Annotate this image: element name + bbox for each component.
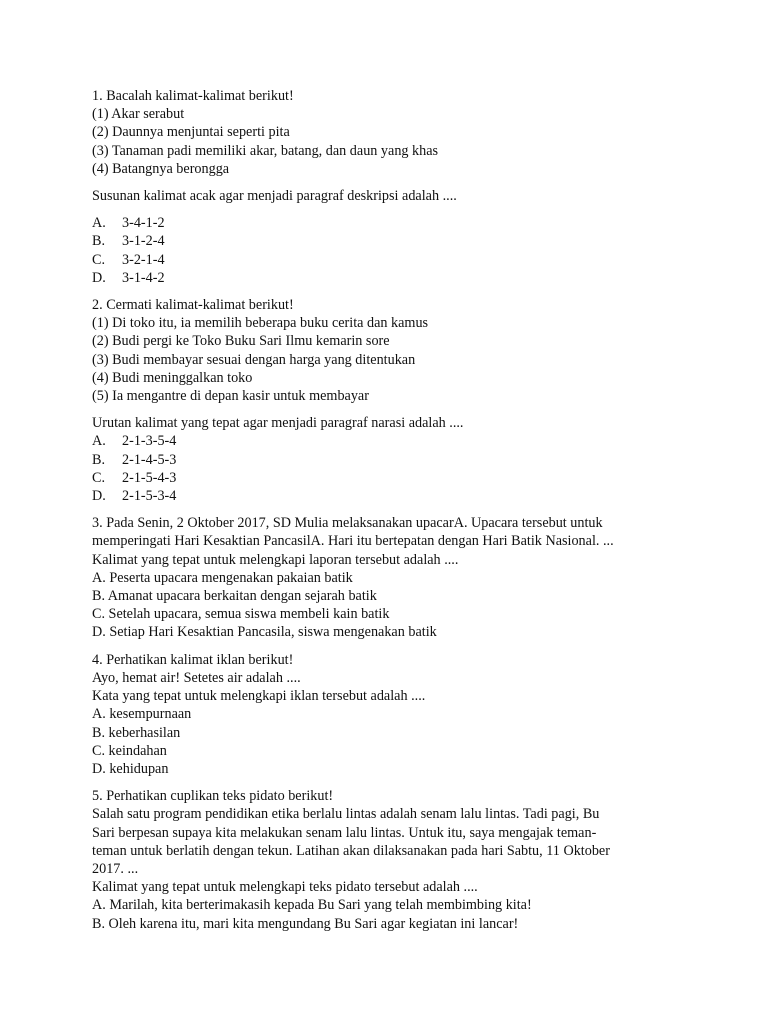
question-1-intro: 1. Bacalah kalimat-kalimat berikut! [92, 88, 294, 104]
question-4-option-b: B. keberhasilan [92, 724, 181, 741]
question-3-option-d: D. Setiap Hari Kesaktian Pancasila, siswa mengenakan batik [92, 624, 437, 641]
question-3-option-a: A. Peserta upacara mengenakan pakaian batik [92, 569, 353, 586]
question-1-sentence: (4) Batangnya berongga [92, 160, 230, 177]
question-3-option-c: C. Setelah upacara, semua siswa membeli kain batik [92, 606, 390, 623]
question-4-intro: 4. Perhatikan kalimat iklan berikut! [92, 651, 294, 668]
question-5-text: teman untuk berlatih dengan tekun. Latihan akan dilaksanakan pada hari Sabtu, 11 Oktober [92, 842, 610, 859]
question-4-text: Ayo, hemat air! Setetes air adalah .... [92, 669, 301, 686]
question-2-option-c: C. 2-1-5-4-3 [92, 469, 177, 486]
question-5-text: Salah satu program pendidikan etika berlalu lintas adalah senam lalu lintas. Tadi pagi, Bu [92, 806, 600, 823]
question-5-option-b: B. Oleh karena itu, mari kita mengundang Bu Sari agar kegiatan ini lancar! [92, 915, 519, 932]
question-1-option-b: B. 3-1-2-4 [92, 233, 165, 250]
question-5-text: Sari berpesan supaya kita melakukan senam lalu lintas. Untuk itu, saya mengajak teman- [92, 824, 597, 841]
question-1-option-d: D. 3-1-4-2 [92, 269, 165, 286]
question-5 [92, 787, 708, 933]
question-3 [92, 514, 708, 641]
question-1 [92, 87, 708, 287]
question-1-sentence: (1) Akar serabut [92, 106, 185, 123]
question-2-option-b: B. 2-1-4-5-3 [92, 451, 177, 468]
question-1-option-a: A. 3-4-1-2 [92, 215, 165, 232]
question-3-text: memperingati Hari Kesaktian PancasilA. Hari itu bertepatan dengan Hari Batik Nasional. ... [92, 533, 614, 550]
question-2-intro: 2. Cermati kalimat-kalimat berikut! [92, 297, 294, 314]
question-4-option-c: C. keindahan [92, 742, 167, 759]
question-3-text: 3. Pada Senin, 2 Oktober 2017, SD Mulia melaksanakan upacarA. Upacara tersebut untuk [92, 515, 603, 532]
question-1-sentence: (3) Tanaman padi memiliki akar, batang, dan daun yang khas [92, 142, 439, 159]
question-3-option-b: B. Amanat upacara berkaitan dengan sejarah batik [92, 588, 377, 605]
question-1-prompt: Susunan kalimat acak agar menjadi paragraf deskripsi adalah .... [92, 188, 457, 205]
question-2-sentence: (5) Ia mengantre di depan kasir untuk membayar [92, 388, 369, 405]
question-2 [92, 296, 708, 505]
question-5-text: 2017. ... [92, 860, 139, 877]
question-2-sentence: (3) Budi membayar sesuai dengan harga yang ditentukan [92, 351, 416, 368]
question-1-option-c: C. 3-2-1-4 [92, 251, 165, 268]
question-3-prompt: Kalimat yang tepat untuk melengkapi laporan tersebut adalah .... [92, 551, 459, 568]
question-2-option-a: A. 2-1-3-5-4 [92, 433, 177, 450]
question-2-sentence: (2) Budi pergi ke Toko Buku Sari Ilmu kemarin sore [92, 333, 390, 350]
question-4-prompt: Kata yang tepat untuk melengkapi iklan tersebut adalah .... [92, 688, 426, 705]
question-4-option-d: D. kehidupan [92, 760, 169, 777]
question-2-option-d: D. 2-1-5-3-4 [92, 488, 177, 505]
question-5-prompt: Kalimat yang tepat untuk melengkapi teks pidato tersebut adalah .... [92, 879, 478, 896]
question-2-sentence: (1) Di toko itu, ia memilih beberapa buku cerita dan kamus [92, 315, 429, 332]
question-1-sentence: (2) Daunnya menjuntai seperti pita [92, 124, 290, 141]
question-5-intro: 5. Perhatikan cuplikan teks pidato berikut! [92, 788, 334, 805]
question-2-sentence: (4) Budi meninggalkan toko [92, 369, 253, 386]
question-4 [92, 651, 708, 778]
question-4-option-a: A. kesempurnaan [92, 706, 192, 723]
question-2-prompt: Urutan kalimat yang tepat agar menjadi paragraf narasi adalah .... [92, 415, 464, 432]
question-5-option-a: A. Marilah, kita berterimakasih kepada Bu Sari yang telah membimbing kita! [92, 897, 532, 914]
